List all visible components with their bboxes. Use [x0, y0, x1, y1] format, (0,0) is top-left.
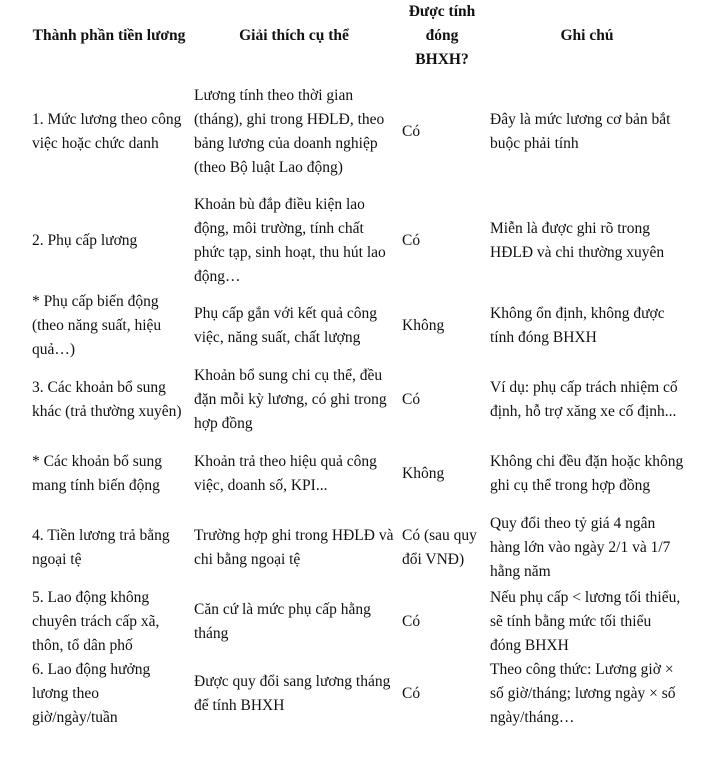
cell-explanation: Được quy đổi sang lương tháng để tính BHXH — [194, 673, 391, 714]
cell-component: 5. Lao động không chuyên trách cấp xã, thôn, tổ dân phố — [32, 589, 160, 654]
cell-note: Không ổn định, không được tính đóng BHXH — [490, 305, 665, 346]
table-row — [28, 658, 688, 730]
cell-bhxh: Không — [402, 465, 445, 482]
cell-component: 2. Phụ cấp lương — [32, 232, 138, 249]
cell-component: 6. Lao động hưởng lương theo giờ/ngày/tuần — [32, 661, 151, 726]
cell-component: * Các khoản bổ sung mang tính biến động — [32, 453, 163, 494]
table-row — [28, 586, 688, 658]
table-row — [28, 510, 688, 586]
cell-bhxh: Có — [402, 123, 421, 140]
cell-explanation: Khoản trả theo hiệu quả công việc, doanh số, KPI... — [194, 453, 377, 494]
header-note: Ghi chú — [560, 27, 614, 44]
cell-explanation: Phụ cấp gắn với kết quả công việc, năng suất, chất lượng — [194, 305, 377, 346]
table-row — [28, 72, 688, 192]
cell-note: Không chi đều đặn hoặc không ghi cụ thể trong hợp đồng — [490, 453, 684, 494]
cell-explanation: Căn cứ là mức phụ cấp hằng tháng — [194, 601, 371, 642]
header-bhxh: Được tính đóng BHXH? — [408, 3, 476, 68]
cell-note: Theo công thức: Lương giờ × số giờ/tháng; lương ngày × số ngày/tháng… — [490, 661, 676, 726]
cell-bhxh: Có (sau quy đổi VNĐ) — [402, 527, 477, 568]
table-body — [28, 72, 688, 730]
cell-bhxh: Có — [402, 613, 421, 630]
table-header — [28, 0, 688, 72]
header-row — [28, 0, 688, 72]
cell-explanation: Trường hợp ghi trong HĐLĐ và chi bằng ngoại tệ — [194, 527, 394, 568]
cell-note: Đây là mức lương cơ bản bắt buộc phải tính — [490, 111, 671, 152]
cell-bhxh: Có — [402, 685, 421, 702]
cell-bhxh: Có — [402, 232, 421, 249]
cell-bhxh: Không — [402, 317, 445, 334]
cell-component: * Phụ cấp biến động (theo năng suất, hiệu quả…) — [32, 293, 162, 358]
salary-components-table — [28, 0, 688, 730]
cell-explanation: Khoản bù đắp điều kiện lao động, môi trường, tính chất phức tạp, sinh hoạt, thu hút lao động… — [194, 196, 386, 285]
table-row — [28, 362, 688, 438]
cell-note: Quy đổi theo tỷ giá 4 ngân hàng lớn vào ngày 2/1 và 1/7 hằng năm — [490, 515, 671, 580]
cell-component: 3. Các khoản bổ sung khác (trả thường xuyên) — [32, 379, 182, 420]
cell-note: Nếu phụ cấp < lương tối thiểu, sẽ tính bằng mức tối thiểu đóng BHXH — [490, 589, 681, 654]
cell-explanation: Lương tính theo thời gian (tháng), ghi trong HĐLĐ, theo bảng lương của doanh nghiệp (theo Bộ luật Lao động) — [194, 87, 385, 176]
cell-explanation: Khoản bổ sung chi cụ thể, đều đặn mỗi kỳ lương, có ghi trong hợp đồng — [194, 367, 387, 432]
cell-note: Miễn là được ghi rõ trong HĐLĐ và chi thường xuyên — [490, 220, 665, 261]
cell-note: Ví dụ: phụ cấp trách nhiệm cố định, hỗ trợ xăng xe cố định... — [490, 379, 678, 420]
table-row — [28, 192, 688, 290]
cell-bhxh: Có — [402, 391, 421, 408]
cell-component: 1. Mức lương theo công việc hoặc chức danh — [32, 111, 182, 152]
table-row — [28, 290, 688, 362]
header-component: Thành phần tiền lương — [32, 27, 186, 44]
cell-component: 4. Tiền lương trả bằng ngoại tệ — [32, 527, 170, 568]
header-explanation: Giải thích cụ thể — [239, 27, 349, 44]
table-row — [28, 438, 688, 510]
